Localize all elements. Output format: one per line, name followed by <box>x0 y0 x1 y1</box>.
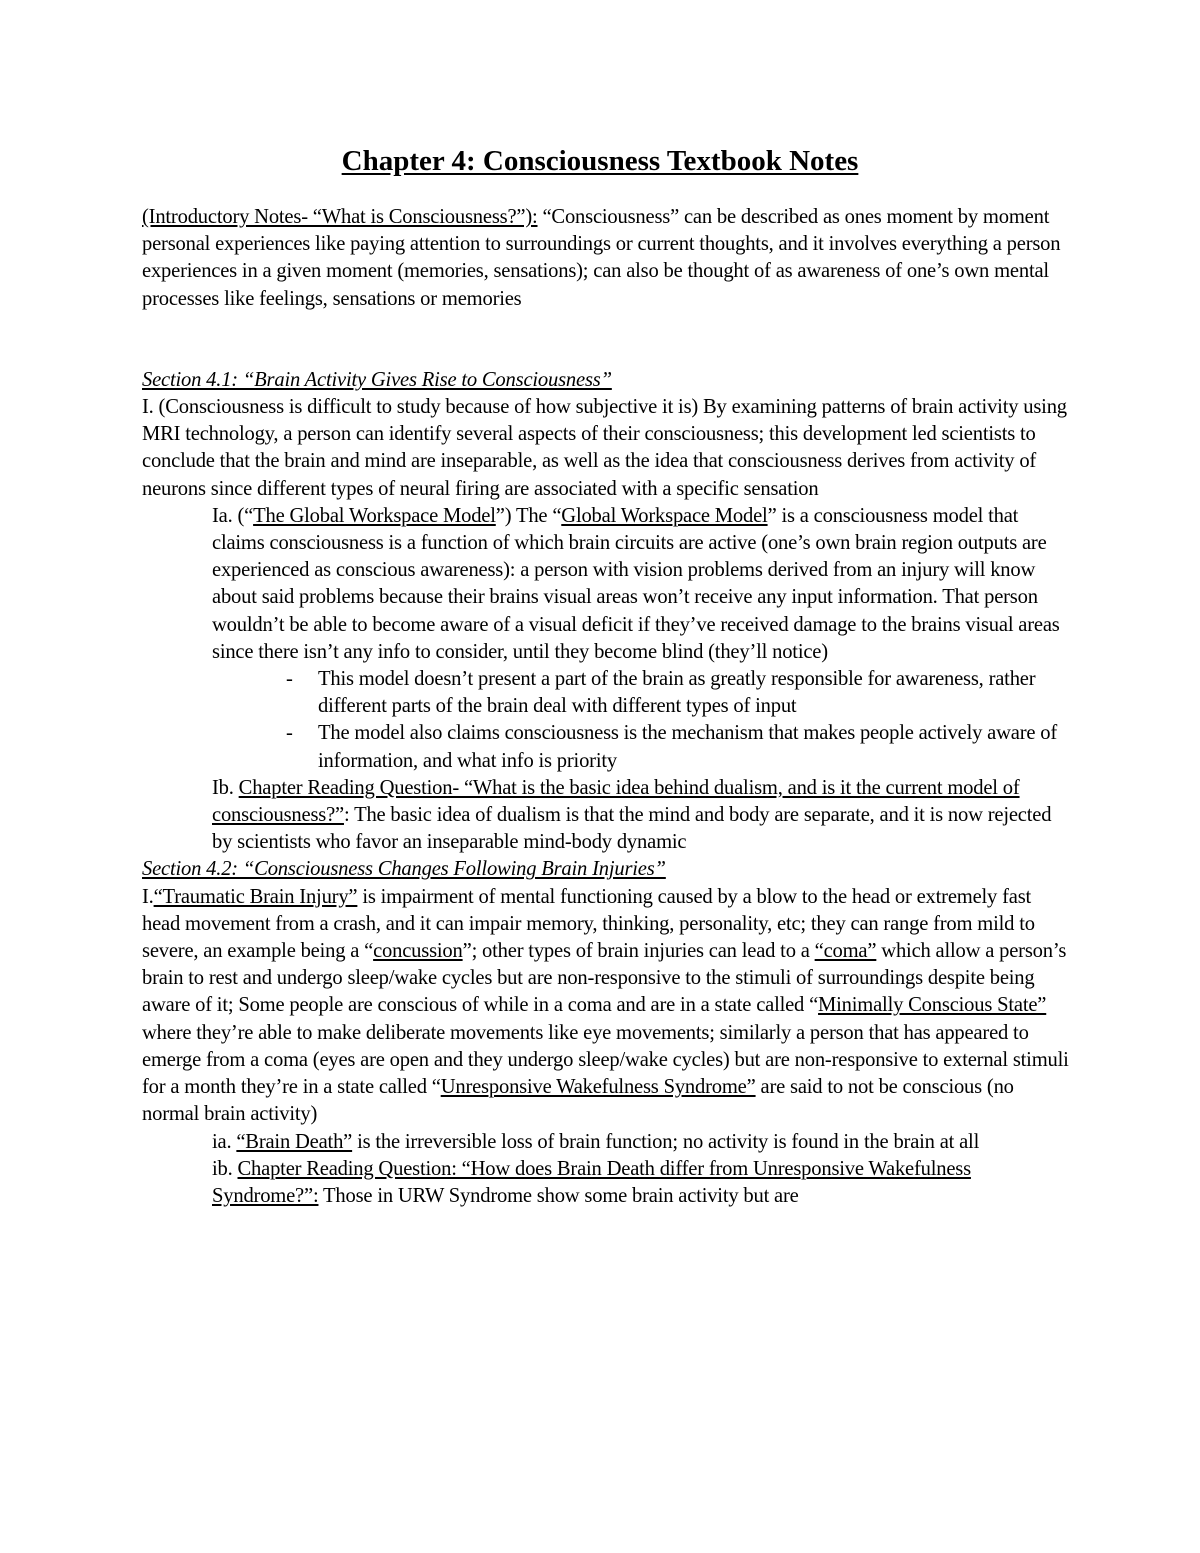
term-coma: “coma” <box>814 940 877 963</box>
term-brain-death: “Brain Death” <box>236 1130 353 1153</box>
bullet-text: The model also claims consciousness is the mechanism that makes people actively aware of information, and what info is priority <box>318 722 1057 772</box>
text-segment: which allow a person’s brain to rest and undergo sleep/wake cycles but are non-responsive to the stimuli of surroundings despite being aware of it; Some people are conscious of while in a coma and are in a state called “ <box>142 940 1067 1017</box>
dash-icon: - <box>286 722 293 745</box>
intro-paragraph <box>142 204 1072 313</box>
ia-text: is the irreversible loss of brain function; no activity is found in the brain at all <box>352 1130 980 1153</box>
bullet-text: This model doesn’t present a part of the brain as greatly responsible for awareness, rather different parts of the brain deal with different types of input <box>318 668 1036 718</box>
section-4-1-ib <box>212 775 1072 857</box>
spacer <box>142 313 1072 367</box>
section-4-2-ib <box>212 1156 1072 1210</box>
reading-question-brain-death: Chapter Reading Question: “How does Brain Death differ from Unresponsive Wakefulness Syndrome?”: <box>212 1157 971 1207</box>
term-global-workspace-model-1: The Global Workspace Model <box>253 504 496 527</box>
ib-prefix: Ib. <box>212 776 239 799</box>
bullet-item <box>286 720 1072 774</box>
section-4-2-heading: Section 4.2: “Consciousness Changes Following Brain Injuries” <box>142 858 666 881</box>
ib-prefix: ib. <box>212 1157 238 1180</box>
ib-text: : The basic idea of dualism is that the mind and body are separate, and it is now rejected by scientists who favor an inseparable mind-body dynamic <box>212 804 1052 854</box>
section-4-1-heading: Section 4.1: “Brain Activity Gives Rise to Consciousness” <box>142 368 612 391</box>
section-4-2-ia <box>212 1129 1072 1156</box>
ia-prefix: ia. <box>212 1130 237 1153</box>
term-traumatic-brain-injury: “Traumatic Brain Injury” <box>153 885 358 908</box>
ia-prefix: Ia. (“ <box>212 504 254 527</box>
reading-question-dualism: Chapter Reading Question- “What is the basic idea behind dualism, and is it the current model of consciousness?” <box>212 776 1020 827</box>
term-global-workspace-model-2: Global Workspace Model <box>561 504 768 527</box>
term-unresponsive-wakefulness-syndrome: Unresponsive Wakefulness Syndrome” <box>440 1076 756 1099</box>
section-4-1-paragraph: I. (Consciousness is difficult to study because of how subjective it is) By examining patterns of brain activity using MRI technology, a person can identify several aspects of their consciousness; this development led scientists to conclude that the brain and mind are inseparable, as well as the idea that consciousness derives from activity of neurons since different types of neural firing are associated with a specific sensation <box>142 396 1067 500</box>
dash-icon: - <box>286 668 293 691</box>
section-4-1-ia <box>212 503 1072 666</box>
text-segment: where they’re able to make deliberate movements like eye movements; similarly a person that has appeared to emerge from a coma (eyes are open and they undergo sleep/wake cycles) but are non-responsive to external stimuli for a month they’re in a state called “ <box>142 1021 1069 1099</box>
text-segment: is impairment of mental functioning caused by a blow to the head or extremely fast head movement from a crash, and it can impair memory, thinking, personality, etc; they can range from mild to severe, an example being a “ <box>142 885 1035 963</box>
intro-label: (Introductory Notes- “What is Consciousness?”): <box>142 206 538 228</box>
ib-text: Those in URW Syndrome show some brain activity but are <box>318 1184 799 1207</box>
notes-body <box>142 204 1072 1210</box>
ia-mid: ”) The “ <box>495 504 562 527</box>
term-concussion: concussion <box>373 940 463 963</box>
p-prefix: I. <box>142 885 154 908</box>
page-title: Chapter 4: Consciousness Textbook Notes <box>341 145 859 177</box>
term-minimally-conscious-state: Minimally Conscious State” <box>818 994 1047 1017</box>
intro-text: “Consciousness” can be described as ones moment by moment personal experiences like paying attention to surroundings or current thoughts, and it involves everything a person experiences in a given moment (memories, sensations); can also be thought of as awareness of one’s own mental processes like feelings, sensations or memories <box>142 206 1061 310</box>
ia-text: ” is a consciousness model that claims consciousness is a function of which brain circuits are active (one’s own brain region outputs are experienced as conscious awareness): a person with vision problems derived from an injury will know about said problems because their brains visual areas won’t receive any input information. That person wouldn’t be able to become aware of a visual deficit if they’ve received damage to the brains visual areas since there isn’t any info to consider, until they become blind (they’ll notice) <box>212 504 1060 663</box>
section-4-2-paragraph <box>142 884 1072 1129</box>
text-segment: are said to not be conscious (no normal brain activity) <box>142 1076 1014 1126</box>
text-segment: ”; other types of brain injuries can lead to a <box>462 940 815 963</box>
bullet-item <box>286 666 1072 720</box>
